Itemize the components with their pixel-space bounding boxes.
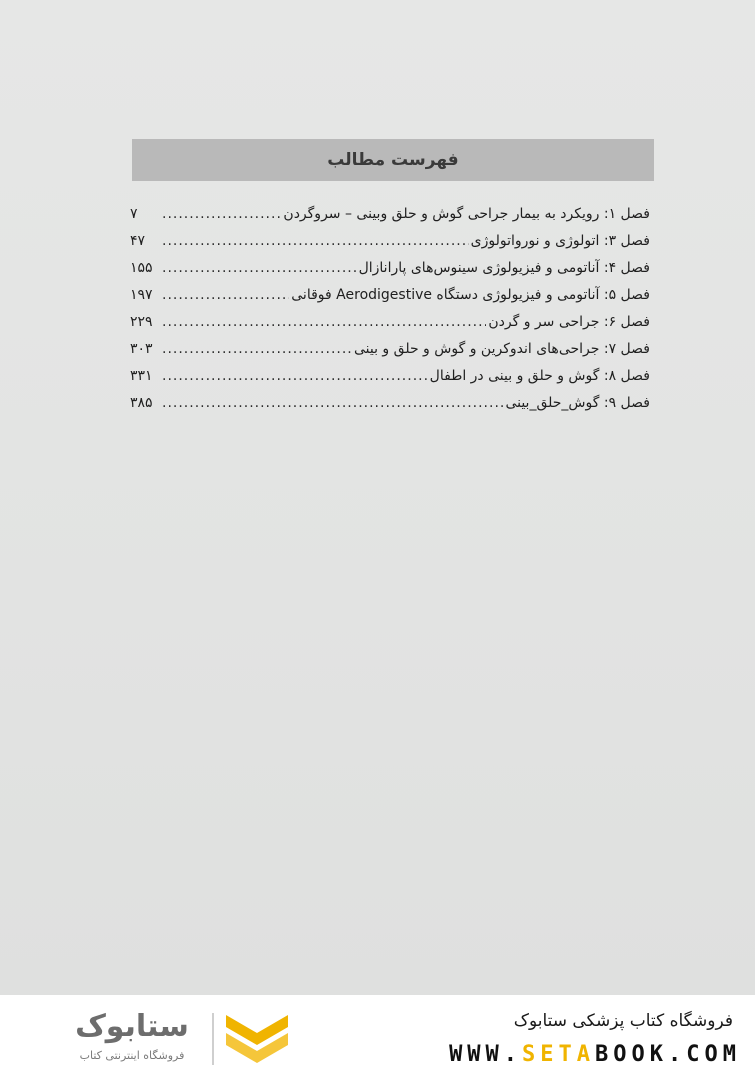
toc-leader-dots bbox=[162, 287, 289, 303]
toc-leader-dots bbox=[162, 395, 503, 411]
toc-leader-dots bbox=[162, 233, 469, 249]
logo-divider bbox=[212, 1013, 214, 1065]
toc-entry bbox=[130, 395, 650, 422]
toc-entry bbox=[130, 287, 650, 314]
url-suffix: BOOK.COM bbox=[595, 1042, 741, 1067]
toc-entry-title: فصل ۵: آناتومی و فیزیولوژی دستگاه Aerodigestive فوقانی bbox=[291, 287, 650, 303]
store-name: فروشگاه کتاب پزشکی ستابوک bbox=[513, 1011, 733, 1031]
url-prefix: WWW. bbox=[449, 1042, 523, 1067]
setabook-logo bbox=[32, 1009, 292, 1071]
toc-header-bar bbox=[132, 139, 654, 181]
toc-entry-page: ۱۹۷ bbox=[130, 287, 153, 303]
url-accent: SETA bbox=[522, 1042, 596, 1067]
store-url bbox=[449, 1042, 741, 1067]
toc-entry-page: ۳۰۳ bbox=[130, 341, 153, 357]
toc-entry-page: ۳۳۱ bbox=[130, 368, 153, 384]
toc-leader-dots bbox=[162, 314, 486, 330]
brand-tagline: فروشگاه اینترنتی کتاب bbox=[79, 1049, 185, 1062]
toc-leader-dots bbox=[162, 206, 281, 222]
toc-entry-page: ۲۲۹ bbox=[130, 314, 153, 330]
toc-heading: فهرست مطالب bbox=[327, 150, 459, 170]
toc-list bbox=[130, 206, 650, 422]
toc-leader-dots bbox=[162, 341, 352, 357]
toc-entry-title: فصل ۴: آناتومی و فیزیولوژی سینوس‌های پارانازال bbox=[358, 260, 650, 276]
toc-entry bbox=[130, 368, 650, 395]
toc-leader-dots bbox=[162, 368, 428, 384]
brand-name: ستابوک bbox=[75, 1009, 189, 1044]
toc-entry-title: فصل ۱: رویکرد به بیمار جراحی گوش و حلق وبینی – سروگردن bbox=[283, 206, 650, 222]
toc-entry-title: فصل ۷: جراحی‌های اندوکرین و گوش و حلق و بینی bbox=[353, 341, 650, 357]
toc-entry bbox=[130, 314, 650, 341]
toc-entry-page: ۱۵۵ bbox=[130, 260, 153, 276]
toc-entry-title: فصل ۹: گوش_حلق_بینی bbox=[505, 395, 650, 411]
toc-entry-title: فصل ۳: اتولوژی و نورواتولوژی bbox=[470, 233, 650, 249]
toc-entry bbox=[130, 341, 650, 368]
toc-entry-page: ۷ bbox=[130, 206, 138, 222]
toc-entry-page: ۴۷ bbox=[130, 233, 146, 249]
toc-leader-dots bbox=[162, 260, 357, 276]
toc-entry bbox=[130, 206, 650, 233]
toc-entry bbox=[130, 233, 650, 260]
watermark-footer bbox=[0, 995, 755, 1080]
chevron-stack-icon bbox=[222, 1011, 292, 1069]
toc-entry-title: فصل ۶: جراحی سر و گردن bbox=[488, 314, 650, 330]
toc-entry bbox=[130, 260, 650, 287]
toc-entry-page: ۳۸۵ bbox=[130, 395, 153, 411]
toc-entry-title: فصل ۸: گوش و حلق و بینی در اطفال bbox=[429, 368, 650, 384]
